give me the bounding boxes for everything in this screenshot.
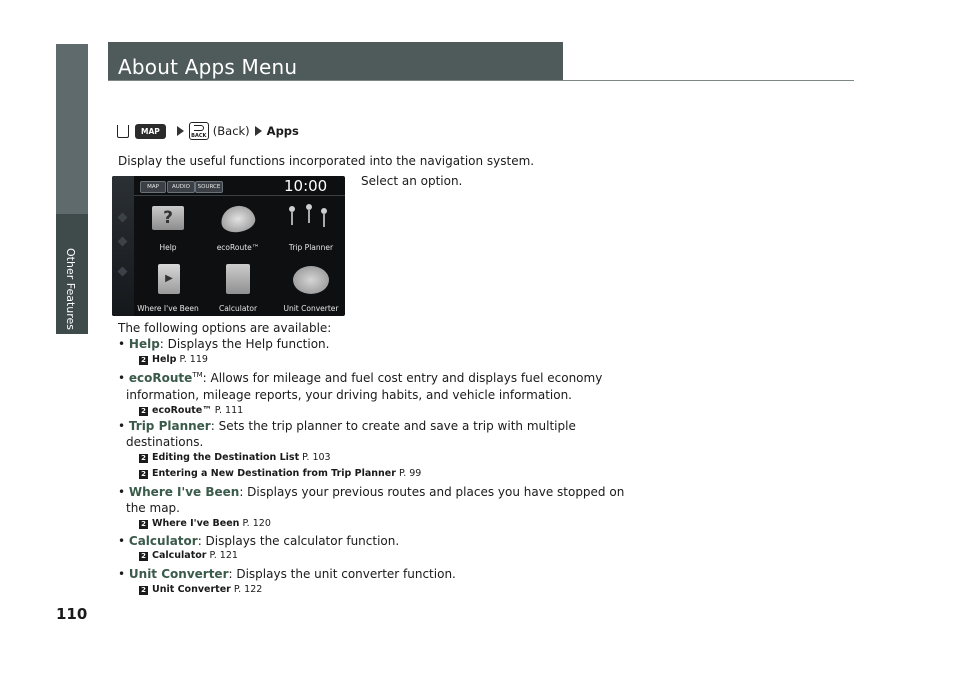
arrow-right-icon <box>255 126 262 136</box>
ref-icon: 2 <box>139 454 148 463</box>
screen-source-button[interactable]: SOURCE <box>195 181 223 193</box>
option-unit-converter: • Unit Converter: Displays the unit converter function. <box>118 567 456 581</box>
ref-page: P. 121 <box>209 550 238 561</box>
option-name: Unit Converter <box>128 567 229 581</box>
ref-page: P. 122 <box>233 584 263 595</box>
description: Display the useful functions incorporated into the navigation system. <box>118 154 535 168</box>
ref-icon: 2 <box>139 407 148 416</box>
ref-page: P. 111 <box>214 405 244 416</box>
nav-path <box>117 123 299 139</box>
rail-dot <box>118 237 128 247</box>
map-button: MAP <box>135 124 166 139</box>
tape-measure-icon[interactable] <box>293 266 329 294</box>
app-label-ecoroute[interactable]: ecoRoute™ <box>216 243 260 252</box>
options-intro: The following options are available: <box>118 321 332 335</box>
app-label-help[interactable]: Help <box>159 243 177 252</box>
eco-leaf-icon[interactable] <box>219 203 257 235</box>
back-label: (Back) <box>212 124 250 138</box>
ref-page: P. 103 <box>302 452 331 463</box>
ref-ecoroute[interactable] <box>139 405 243 416</box>
pushpin-stem <box>291 211 293 225</box>
ref-page: P. 99 <box>398 468 422 479</box>
section-label <box>63 248 81 331</box>
pushpin-stem <box>308 209 310 223</box>
option-text: : Displays the calculator function. <box>197 534 400 548</box>
section-label-text: Other Features <box>64 248 77 331</box>
option-text: : Displays the Help function. <box>159 337 330 351</box>
apps-screen <box>112 176 345 316</box>
pushpin-stem <box>323 213 325 227</box>
option-text: : Displays the unit converter function. <box>228 567 456 581</box>
option-text-cont: destinations. <box>126 435 204 449</box>
ref-icon: 2 <box>139 520 148 529</box>
ref-where-ive-been[interactable] <box>139 518 271 529</box>
screen-divider <box>134 195 345 196</box>
app-label-trip-planner[interactable]: Trip Planner <box>288 243 334 252</box>
home-icon <box>117 125 129 138</box>
ref-title: Unit Converter <box>152 584 231 595</box>
ref-entering-new-destination[interactable] <box>139 468 421 479</box>
ref-title: Entering a New Destination from Trip Planner <box>152 468 396 479</box>
select-option-text: Select an option. <box>361 174 463 188</box>
screen-map-button[interactable]: MAP <box>140 181 166 193</box>
trademark: TM <box>192 371 203 379</box>
page-number: 110 <box>56 605 88 623</box>
ref-page: P. 120 <box>242 518 271 529</box>
apps-label: Apps <box>266 124 299 138</box>
page-title: About Apps Menu <box>118 55 298 79</box>
option-name: ecoRoute <box>128 371 193 385</box>
ref-title: ecoRoute™ <box>152 405 212 416</box>
ref-title: Where I've Been <box>152 518 240 529</box>
rail-dot <box>118 213 128 223</box>
option-text-cont: information, mileage reports, your driving habits, and vehicle information. <box>126 388 572 402</box>
ref-title: Editing the Destination List <box>152 452 300 463</box>
screen-audio-button[interactable]: AUDIO <box>167 181 195 193</box>
screen-rail <box>112 176 134 316</box>
option-name: Calculator <box>128 534 198 548</box>
title-rule <box>108 80 854 81</box>
app-label-unit-converter[interactable]: Unit Converter <box>283 304 339 313</box>
app-label-where-ive-been[interactable]: Where I've Been <box>137 304 199 313</box>
ref-icon: 2 <box>139 356 148 365</box>
ref-help[interactable] <box>139 354 208 365</box>
option-trip-planner: • Trip Planner: Sets the trip planner to create and save a trip with multiple <box>118 419 576 433</box>
ref-unit-converter[interactable] <box>139 584 262 595</box>
ref-calculator[interactable] <box>139 550 238 561</box>
option-name: Help <box>128 337 160 351</box>
calculator-icon[interactable] <box>226 264 250 294</box>
help-folder-icon[interactable]: ? <box>152 206 184 230</box>
option-text: : Sets the trip planner to create and save a trip with multiple <box>210 419 576 433</box>
arrow-right-icon <box>177 126 184 136</box>
option-name: Trip Planner <box>128 419 211 433</box>
back-icon-text: BACK <box>191 133 207 139</box>
ref-page: P. 119 <box>179 354 208 365</box>
app-label-calculator[interactable]: Calculator <box>218 304 258 313</box>
ref-title: Help <box>152 354 177 365</box>
option-text: : Displays your previous routes and places you have stopped on <box>239 485 625 499</box>
option-where-ive-been: • Where I've Been: Displays your previous routes and places you have stopped on <box>118 485 625 499</box>
option-ecoroute: • ecoRoute™: Allows for mileage and fuel cost entry and displays fuel economy <box>118 371 603 385</box>
flag-clipboard-icon[interactable]: ▶ <box>158 264 180 294</box>
screen-clock: 10:00 <box>284 177 328 195</box>
back-icon <box>189 122 209 140</box>
ref-icon: 2 <box>139 586 148 595</box>
option-help: • Help: Displays the Help function. <box>118 337 330 351</box>
ref-editing-destination-list[interactable] <box>139 452 331 463</box>
option-text: : Allows for mileage and fuel cost entry and displays fuel economy <box>202 371 603 385</box>
option-name: Where I've Been <box>128 485 240 499</box>
ref-title: Calculator <box>152 550 207 561</box>
rail-dot <box>118 267 128 277</box>
option-calculator: • Calculator: Displays the calculator function. <box>118 534 400 548</box>
option-text-cont: the map. <box>126 501 180 515</box>
ref-icon: 2 <box>139 470 148 479</box>
ref-icon: 2 <box>139 552 148 561</box>
